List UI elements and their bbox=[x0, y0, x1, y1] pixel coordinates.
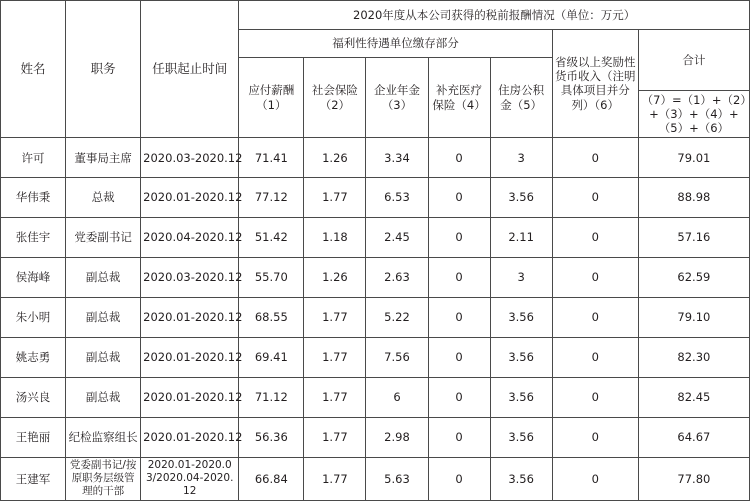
cell-incentive-income: 0 bbox=[552, 178, 638, 218]
cell-name: 王艳丽 bbox=[1, 417, 66, 457]
header-name: 姓名 bbox=[1, 1, 66, 138]
cell-name: 侯海峰 bbox=[1, 257, 66, 297]
cell-enterprise-annuity: 3.34 bbox=[366, 138, 428, 178]
cell-social-insurance: 1.26 bbox=[304, 138, 366, 178]
cell-total: 62.59 bbox=[638, 257, 749, 297]
cell-housing-fund: 3.56 bbox=[490, 377, 552, 417]
cell-supplementary-medical: 0 bbox=[428, 138, 490, 178]
cell-salary: 71.12 bbox=[239, 377, 304, 417]
cell-housing-fund: 3.56 bbox=[490, 417, 552, 457]
table-row bbox=[1, 377, 750, 417]
cell-incentive-income: 0 bbox=[552, 337, 638, 377]
cell-social-insurance: 1.77 bbox=[304, 297, 366, 337]
cell-total: 79.10 bbox=[638, 297, 749, 337]
cell-title: 副总裁 bbox=[66, 297, 141, 337]
cell-period: 2020.03-2020.12 bbox=[141, 257, 239, 297]
cell-salary: 69.41 bbox=[239, 337, 304, 377]
cell-enterprise-annuity: 2.45 bbox=[366, 218, 428, 258]
header-welfare-group: 福利性待遇单位缴存部分 bbox=[239, 29, 552, 58]
cell-social-insurance: 1.77 bbox=[304, 178, 366, 218]
cell-supplementary-medical: 0 bbox=[428, 297, 490, 337]
cell-period: 2020.01-2020.12 bbox=[141, 417, 239, 457]
cell-period: 2020.03-2020.12 bbox=[141, 138, 239, 178]
header-housing-fund: 住房公积金（5） bbox=[490, 58, 552, 138]
cell-name: 许可 bbox=[1, 138, 66, 178]
cell-title: 副总裁 bbox=[66, 257, 141, 297]
cell-housing-fund: 3.56 bbox=[490, 297, 552, 337]
cell-housing-fund: 3 bbox=[490, 138, 552, 178]
cell-social-insurance: 1.77 bbox=[304, 377, 366, 417]
table-row bbox=[1, 138, 750, 178]
cell-title: 纪检监察组长 bbox=[66, 417, 141, 457]
cell-incentive-income: 0 bbox=[552, 218, 638, 258]
header-social-insurance: 社会保险（2） bbox=[304, 58, 366, 138]
cell-supplementary-medical: 0 bbox=[428, 457, 490, 500]
cell-title: 总裁 bbox=[66, 178, 141, 218]
cell-total: 88.98 bbox=[638, 178, 749, 218]
cell-social-insurance: 1.77 bbox=[304, 337, 366, 377]
cell-period: 2020.01-2020.12 bbox=[141, 297, 239, 337]
cell-total: 79.01 bbox=[638, 138, 749, 178]
cell-social-insurance: 1.18 bbox=[304, 218, 366, 258]
cell-housing-fund: 3 bbox=[490, 257, 552, 297]
cell-total: 77.80 bbox=[638, 457, 749, 500]
cell-enterprise-annuity: 2.98 bbox=[366, 417, 428, 457]
table-row bbox=[1, 218, 750, 258]
cell-incentive-income: 0 bbox=[552, 257, 638, 297]
cell-name: 汤兴良 bbox=[1, 377, 66, 417]
cell-social-insurance: 1.77 bbox=[304, 457, 366, 500]
cell-title: 副总裁 bbox=[66, 337, 141, 377]
cell-housing-fund: 3.56 bbox=[490, 178, 552, 218]
cell-total: 64.67 bbox=[638, 417, 749, 457]
cell-social-insurance: 1.77 bbox=[304, 417, 366, 457]
table-row bbox=[1, 417, 750, 457]
cell-social-insurance: 1.26 bbox=[304, 257, 366, 297]
cell-period: 2020.01-2020.12 bbox=[141, 377, 239, 417]
cell-name: 王建军 bbox=[1, 457, 66, 500]
cell-incentive-income: 0 bbox=[552, 138, 638, 178]
cell-salary: 51.42 bbox=[239, 218, 304, 258]
cell-total: 82.30 bbox=[638, 337, 749, 377]
header-supplementary-medical: 补充医疗保险（4） bbox=[428, 58, 490, 138]
header-title: 职务 bbox=[66, 1, 141, 138]
header-enterprise-annuity: 企业年金（3） bbox=[366, 58, 428, 138]
cell-incentive-income: 0 bbox=[552, 417, 638, 457]
cell-incentive-income: 0 bbox=[552, 297, 638, 337]
cell-supplementary-medical: 0 bbox=[428, 178, 490, 218]
cell-housing-fund: 2.11 bbox=[490, 218, 552, 258]
table-row bbox=[1, 178, 750, 218]
table-row bbox=[1, 257, 750, 297]
cell-supplementary-medical: 0 bbox=[428, 257, 490, 297]
cell-enterprise-annuity: 7.56 bbox=[366, 337, 428, 377]
cell-name: 张佳宇 bbox=[1, 218, 66, 258]
table-row bbox=[1, 297, 750, 337]
cell-enterprise-annuity: 5.22 bbox=[366, 297, 428, 337]
cell-title: 党委副书记 bbox=[66, 218, 141, 258]
cell-period: 2020.04-2020.12 bbox=[141, 218, 239, 258]
header-incentive-income: 省级以上奖励性货币收入（注明具体项目并分列）（6） bbox=[552, 29, 638, 138]
cell-supplementary-medical: 0 bbox=[428, 218, 490, 258]
cell-housing-fund: 3.56 bbox=[490, 457, 552, 500]
header-total-title: 合计 bbox=[638, 29, 749, 90]
cell-supplementary-medical: 0 bbox=[428, 377, 490, 417]
cell-incentive-income: 0 bbox=[552, 377, 638, 417]
cell-incentive-income: 0 bbox=[552, 457, 638, 500]
header-total-formula: （7）=（1）+（2）+（3）+（4）+（5）+（6） bbox=[638, 91, 749, 138]
cell-enterprise-annuity: 2.63 bbox=[366, 257, 428, 297]
header-salary: 应付薪酬（1） bbox=[239, 58, 304, 138]
header-main-title: 2020年度从本公司获得的税前报酬情况（单位：万元） bbox=[239, 1, 750, 30]
cell-housing-fund: 3.56 bbox=[490, 337, 552, 377]
cell-salary: 71.41 bbox=[239, 138, 304, 178]
cell-total: 82.45 bbox=[638, 377, 749, 417]
cell-supplementary-medical: 0 bbox=[428, 417, 490, 457]
cell-supplementary-medical: 0 bbox=[428, 337, 490, 377]
cell-salary: 66.84 bbox=[239, 457, 304, 500]
cell-period: 2020.01-2020.12 bbox=[141, 178, 239, 218]
table-row bbox=[1, 337, 750, 377]
cell-enterprise-annuity: 6.53 bbox=[366, 178, 428, 218]
cell-name: 华伟秉 bbox=[1, 178, 66, 218]
header-period: 任职起止时间 bbox=[141, 1, 239, 138]
cell-enterprise-annuity: 5.63 bbox=[366, 457, 428, 500]
cell-title: 副总裁 bbox=[66, 377, 141, 417]
cell-salary: 68.55 bbox=[239, 297, 304, 337]
table-row bbox=[1, 457, 750, 500]
cell-name: 朱小明 bbox=[1, 297, 66, 337]
cell-period: 2020.01-2020.03/2020.04-2020.12 bbox=[141, 457, 239, 500]
cell-enterprise-annuity: 6 bbox=[366, 377, 428, 417]
cell-period: 2020.01-2020.12 bbox=[141, 337, 239, 377]
cell-salary: 55.70 bbox=[239, 257, 304, 297]
cell-title: 党委副书记/按原职务层级管理的干部 bbox=[66, 457, 141, 500]
cell-name: 姚志勇 bbox=[1, 337, 66, 377]
cell-salary: 56.36 bbox=[239, 417, 304, 457]
cell-title: 董事局主席 bbox=[66, 138, 141, 178]
cell-salary: 77.12 bbox=[239, 178, 304, 218]
cell-total: 57.16 bbox=[638, 218, 749, 258]
